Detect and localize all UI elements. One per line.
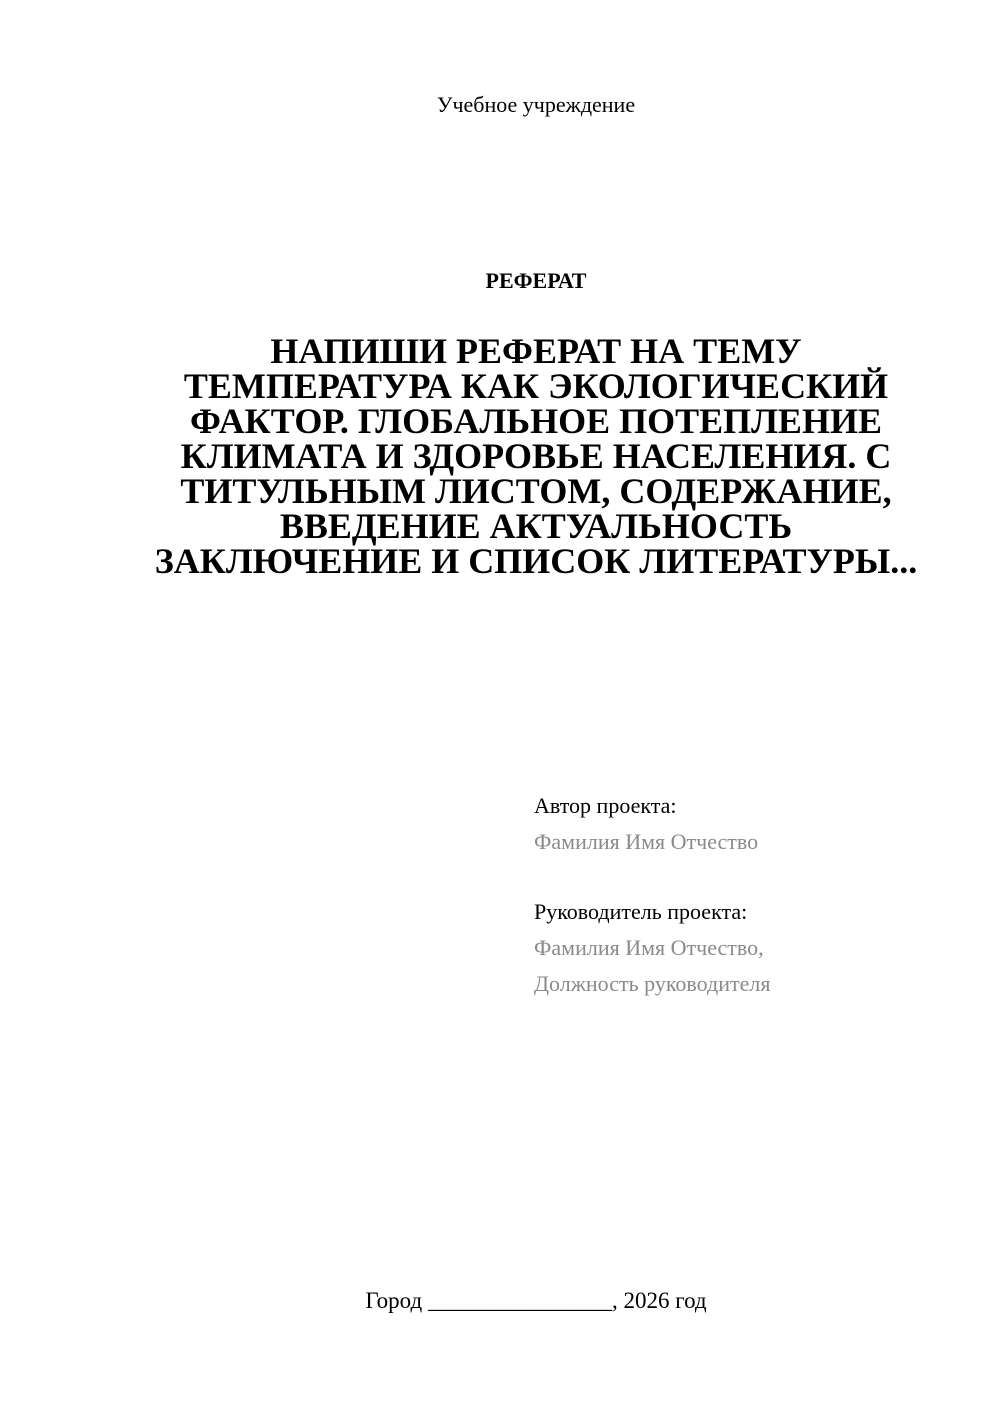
institution-name: Учебное учреждение	[436, 92, 636, 117]
author-name: Фамилия Имя Отчество	[534, 829, 759, 854]
document-title: НАПИШИ РЕФЕРАТ НА ТЕМУ ТЕМПЕРАТУРА КАК ЭКОЛОГИЧЕСКИЙ ФАКТОР. ГЛОБАЛЬНОЕ ПОТЕПЛЕНИЕ КЛИМАТА И ЗДОРОВЬЕ НАСЕЛЕНИЯ. С ТИТУЛЬНЫМ ЛИСТОМ, СОДЕРЖАНИЕ, ВВЕДЕНИЕ АКТУАЛЬНОСТЬ ЗАКЛЮЧЕНИЕ И СПИСОК ЛИТЕРАТУРЫ...	[154, 331, 918, 581]
city-year-line: Город ________________, 2026 год	[365, 1288, 707, 1313]
spacer	[534, 860, 954, 894]
supervisor-position: Должность руководителя	[534, 971, 771, 996]
project-people	[534, 788, 954, 1002]
supervisor-name: Фамилия Имя Отчество,	[534, 935, 764, 960]
supervisor-label: Руководитель проекта:	[534, 899, 748, 924]
document-type: РЕФЕРАТ	[485, 268, 587, 293]
author-label: Автор проекта:	[534, 793, 677, 818]
